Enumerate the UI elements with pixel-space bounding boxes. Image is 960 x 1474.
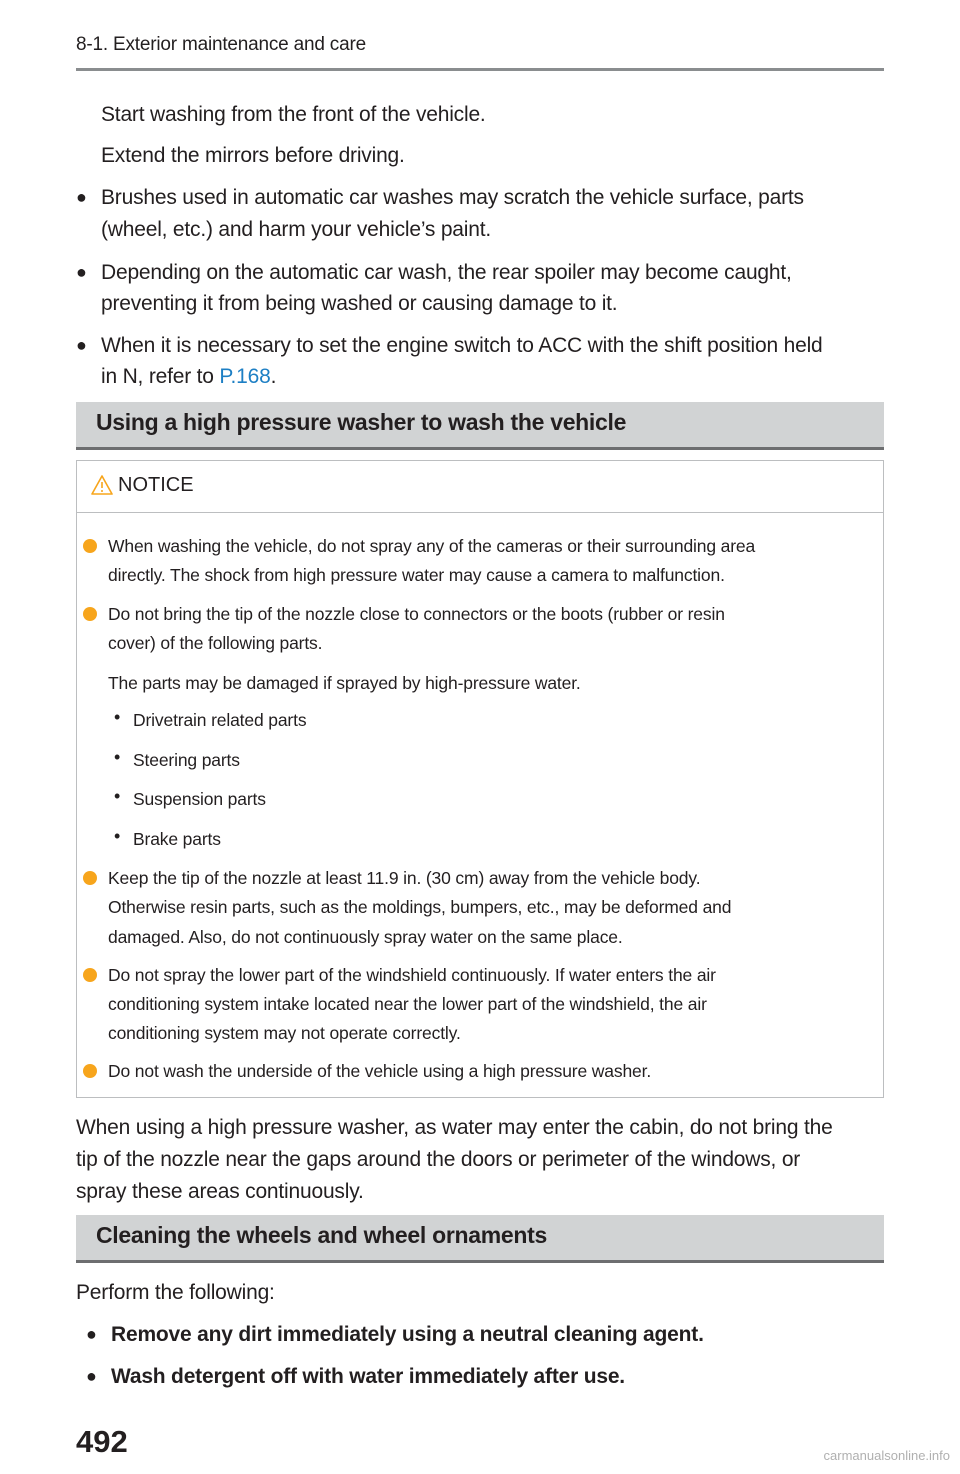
step-2: Wash detergent off with water immediately after use. (111, 1365, 625, 1388)
part-item: Drivetrain related parts (133, 710, 307, 730)
page-number: 492 (76, 1424, 128, 1459)
part-item: Steering parts (133, 750, 240, 770)
notice-3-l3: damaged. Also, do not continuously spray water on the same place. (108, 927, 623, 947)
bullet-dot: ● (76, 187, 87, 207)
notice-bullet (83, 871, 97, 885)
intro-bullet-1-l2: (wheel, etc.) and harm your vehicle’s paint. (101, 218, 492, 241)
intro-bullet-3-l2: in N, refer to P.168. (101, 365, 277, 388)
intro-bullet-1-l1: Brushes used in automatic car washes may scratch the vehicle surface, parts (101, 186, 804, 209)
sub-bullet: • (114, 786, 121, 806)
part-item: Suspension parts (133, 789, 266, 809)
part-item: Brake parts (133, 829, 221, 849)
notice-4-l2: conditioning system intake located near the lower part of the windshield, the air (108, 994, 707, 1014)
section-title-bar (76, 402, 884, 450)
notice-bullet (83, 968, 97, 982)
notice-2-subnote: The parts may be damaged if sprayed by high-pressure water. (108, 673, 581, 693)
body-line-2: tip of the nozzle near the gaps around the doors or perimeter of the windows, or (76, 1148, 801, 1171)
notice-2-l2: cover) of the following parts. (108, 633, 323, 653)
notice-bullet (83, 1064, 97, 1078)
section-title: Using a high pressure washer to wash the vehicle (96, 409, 627, 435)
intro-line-1: Start washing from the front of the vehicle. (101, 103, 486, 126)
step-1: Remove any dirt immediately using a neutral cleaning agent. (111, 1323, 704, 1346)
notice-box (76, 460, 884, 1098)
notice-3-l2: Otherwise resin parts, such as the moldings, bumpers, etc., may be deformed and (108, 897, 732, 917)
notice-bullet (83, 539, 97, 553)
intro-line-2: Extend the mirrors before driving. (101, 144, 405, 167)
notice-4-l3: conditioning system may not operate correctly. (108, 1023, 461, 1043)
watermark-url: carmanualsonline.info (823, 1448, 950, 1463)
section-2-lead: Perform the following: (76, 1281, 275, 1304)
notice-1-l2: directly. The shock from high pressure water may cause a camera to malfunction. (108, 565, 725, 585)
sub-bullet: • (114, 707, 121, 727)
warning-triangle-icon (91, 475, 113, 495)
section-title: Cleaning the wheels and wheel ornaments (96, 1222, 547, 1248)
notice-1-l1: When washing the vehicle, do not spray any of the cameras or their surrounding area (108, 536, 756, 556)
notice-3-l1: Keep the tip of the nozzle at least 11.9 in. (30 cm) away from the vehicle body. (108, 868, 701, 888)
intro-bullet-2-l2: preventing it from being washed or causing damage to it. (101, 292, 618, 315)
section-heading: 8-1. Exterior maintenance and care (76, 34, 366, 55)
notice-5-l1: Do not wash the underside of the vehicle using a high pressure washer. (108, 1061, 652, 1081)
sub-bullet: • (114, 747, 121, 767)
notice-header (77, 461, 883, 513)
intro-bullet-3-l1: When it is necessary to set the engine switch to ACC with the shift position held (101, 334, 823, 357)
section-title-bar (76, 1215, 884, 1263)
page-header (76, 30, 884, 71)
notice-2-l1: Do not bring the tip of the nozzle close to connectors or the boots (rubber or resin (108, 604, 725, 624)
bullet-dot: ● (86, 1366, 97, 1386)
notice-label: NOTICE (118, 474, 194, 496)
body-line-3: spray these areas continuously. (76, 1180, 364, 1203)
notice-4-l1: Do not spray the lower part of the windshield continuously. If water enters the air (108, 965, 716, 985)
bullet-dot: ● (76, 335, 87, 355)
sub-bullet: • (114, 826, 121, 846)
bullet-dot: ● (76, 262, 87, 282)
body-line-1: When using a high pressure washer, as water may enter the cabin, do not bring the (76, 1116, 833, 1139)
notice-bullet (83, 607, 97, 621)
page-reference-link[interactable]: P.168 (219, 365, 271, 388)
bullet-dot: ● (86, 1324, 97, 1344)
intro-bullet-2-l1: Depending on the automatic car wash, the rear spoiler may become caught, (101, 261, 792, 284)
